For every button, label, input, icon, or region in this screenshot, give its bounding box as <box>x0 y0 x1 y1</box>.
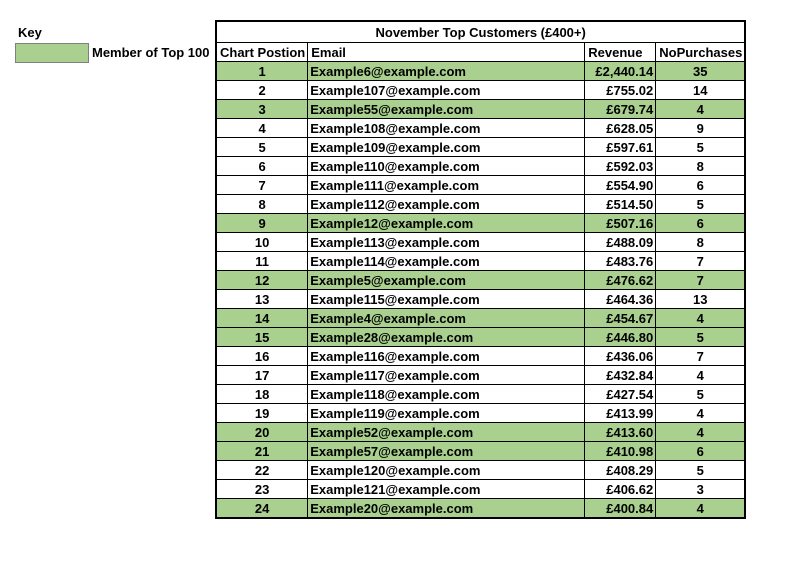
cell-chart-position: 22 <box>216 461 308 480</box>
cell-no-purchases: 5 <box>656 138 746 157</box>
cell-revenue: £406.62 <box>585 480 656 499</box>
table-row <box>216 309 745 328</box>
cell-email: Example113@example.com <box>308 233 585 252</box>
cell-email: Example119@example.com <box>308 404 585 423</box>
table-row <box>216 62 745 81</box>
table-body <box>216 62 745 519</box>
cell-no-purchases: 5 <box>656 385 746 404</box>
cell-email: Example114@example.com <box>308 252 585 271</box>
key-title: Key <box>18 25 42 40</box>
cell-revenue: £410.98 <box>585 442 656 461</box>
cell-email: Example121@example.com <box>308 480 585 499</box>
cell-no-purchases: 7 <box>656 252 746 271</box>
table-header-row <box>216 43 745 62</box>
cell-no-purchases: 5 <box>656 461 746 480</box>
header-revenue: Revenue <box>585 43 656 62</box>
table-row <box>216 271 745 290</box>
cell-no-purchases: 8 <box>656 157 746 176</box>
cell-revenue: £2,440.14 <box>585 62 656 81</box>
cell-email: Example112@example.com <box>308 195 585 214</box>
header-no-purchases: NoPurchases <box>656 43 746 62</box>
table-title: November Top Customers (£400+) <box>216 21 745 43</box>
cell-email: Example120@example.com <box>308 461 585 480</box>
cell-email: Example57@example.com <box>308 442 585 461</box>
table-row <box>216 176 745 195</box>
top-customers-table <box>215 20 746 519</box>
cell-chart-position: 6 <box>216 157 308 176</box>
cell-revenue: £488.09 <box>585 233 656 252</box>
cell-chart-position: 14 <box>216 309 308 328</box>
table-row <box>216 119 745 138</box>
cell-revenue: £476.62 <box>585 271 656 290</box>
cell-revenue: £413.99 <box>585 404 656 423</box>
cell-chart-position: 10 <box>216 233 308 252</box>
cell-no-purchases: 6 <box>656 214 746 233</box>
cell-email: Example117@example.com <box>308 366 585 385</box>
table-row <box>216 214 745 233</box>
cell-email: Example107@example.com <box>308 81 585 100</box>
cell-email: Example108@example.com <box>308 119 585 138</box>
key-swatch-top100 <box>15 43 89 63</box>
cell-revenue: £464.36 <box>585 290 656 309</box>
cell-revenue: £628.05 <box>585 119 656 138</box>
cell-revenue: £432.84 <box>585 366 656 385</box>
cell-revenue: £413.60 <box>585 423 656 442</box>
table-row <box>216 347 745 366</box>
cell-email: Example55@example.com <box>308 100 585 119</box>
table-row <box>216 442 745 461</box>
cell-no-purchases: 4 <box>656 404 746 423</box>
table-row <box>216 100 745 119</box>
cell-email: Example5@example.com <box>308 271 585 290</box>
table-row <box>216 328 745 347</box>
cell-chart-position: 20 <box>216 423 308 442</box>
cell-revenue: £454.67 <box>585 309 656 328</box>
table-row <box>216 157 745 176</box>
cell-no-purchases: 7 <box>656 271 746 290</box>
cell-chart-position: 16 <box>216 347 308 366</box>
cell-chart-position: 9 <box>216 214 308 233</box>
cell-email: Example111@example.com <box>308 176 585 195</box>
cell-email: Example20@example.com <box>308 499 585 519</box>
cell-email: Example28@example.com <box>308 328 585 347</box>
table-row <box>216 195 745 214</box>
cell-chart-position: 3 <box>216 100 308 119</box>
cell-no-purchases: 5 <box>656 195 746 214</box>
cell-revenue: £597.61 <box>585 138 656 157</box>
cell-email: Example4@example.com <box>308 309 585 328</box>
table-row <box>216 385 745 404</box>
cell-chart-position: 15 <box>216 328 308 347</box>
cell-revenue: £408.29 <box>585 461 656 480</box>
cell-revenue: £446.80 <box>585 328 656 347</box>
cell-chart-position: 24 <box>216 499 308 519</box>
cell-no-purchases: 4 <box>656 100 746 119</box>
table-row <box>216 404 745 423</box>
cell-chart-position: 7 <box>216 176 308 195</box>
cell-revenue: £507.16 <box>585 214 656 233</box>
table-row <box>216 461 745 480</box>
cell-no-purchases: 35 <box>656 62 746 81</box>
cell-chart-position: 12 <box>216 271 308 290</box>
cell-email: Example110@example.com <box>308 157 585 176</box>
cell-chart-position: 19 <box>216 404 308 423</box>
cell-revenue: £755.02 <box>585 81 656 100</box>
cell-email: Example116@example.com <box>308 347 585 366</box>
table-row <box>216 252 745 271</box>
cell-chart-position: 13 <box>216 290 308 309</box>
cell-chart-position: 17 <box>216 366 308 385</box>
cell-revenue: £514.50 <box>585 195 656 214</box>
cell-email: Example115@example.com <box>308 290 585 309</box>
cell-chart-position: 8 <box>216 195 308 214</box>
cell-revenue: £592.03 <box>585 157 656 176</box>
table-row <box>216 138 745 157</box>
cell-revenue: £483.76 <box>585 252 656 271</box>
cell-email: Example118@example.com <box>308 385 585 404</box>
cell-chart-position: 18 <box>216 385 308 404</box>
key-label-top100: Member of Top 100 <box>92 45 210 60</box>
cell-no-purchases: 7 <box>656 347 746 366</box>
cell-no-purchases: 5 <box>656 328 746 347</box>
cell-email: Example109@example.com <box>308 138 585 157</box>
cell-revenue: £554.90 <box>585 176 656 195</box>
cell-no-purchases: 3 <box>656 480 746 499</box>
cell-chart-position: 5 <box>216 138 308 157</box>
cell-revenue: £427.54 <box>585 385 656 404</box>
cell-chart-position: 2 <box>216 81 308 100</box>
cell-email: Example6@example.com <box>308 62 585 81</box>
cell-revenue: £679.74 <box>585 100 656 119</box>
cell-no-purchases: 8 <box>656 233 746 252</box>
table-title-row <box>216 21 745 43</box>
table-row <box>216 81 745 100</box>
cell-no-purchases: 4 <box>656 309 746 328</box>
cell-chart-position: 23 <box>216 480 308 499</box>
cell-no-purchases: 13 <box>656 290 746 309</box>
cell-revenue: £400.84 <box>585 499 656 519</box>
cell-no-purchases: 4 <box>656 499 746 519</box>
cell-no-purchases: 4 <box>656 366 746 385</box>
cell-chart-position: 11 <box>216 252 308 271</box>
table-row <box>216 480 745 499</box>
cell-no-purchases: 14 <box>656 81 746 100</box>
cell-email: Example52@example.com <box>308 423 585 442</box>
table-row <box>216 499 745 519</box>
cell-chart-position: 1 <box>216 62 308 81</box>
table-row <box>216 366 745 385</box>
cell-chart-position: 21 <box>216 442 308 461</box>
table-row <box>216 423 745 442</box>
header-email: Email <box>308 43 585 62</box>
table-row <box>216 233 745 252</box>
cell-no-purchases: 9 <box>656 119 746 138</box>
table-row <box>216 290 745 309</box>
cell-no-purchases: 6 <box>656 176 746 195</box>
cell-email: Example12@example.com <box>308 214 585 233</box>
cell-no-purchases: 4 <box>656 423 746 442</box>
cell-no-purchases: 6 <box>656 442 746 461</box>
cell-chart-position: 4 <box>216 119 308 138</box>
header-chart-position: Chart Postion <box>216 43 308 62</box>
cell-revenue: £436.06 <box>585 347 656 366</box>
